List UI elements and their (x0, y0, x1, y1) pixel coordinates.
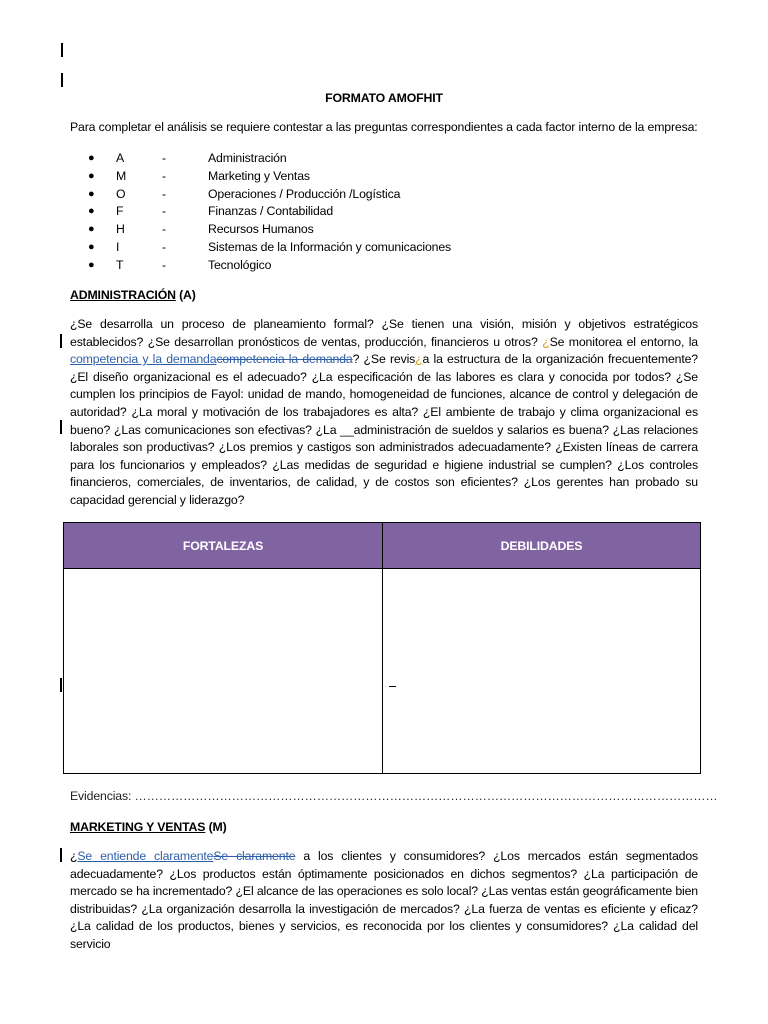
revision-bar (61, 43, 63, 57)
revision-bar (61, 73, 63, 87)
bullet-icon: ● (88, 187, 95, 200)
admin-paragraph: ¿Se desarrolla un proceso de planeamiento formal? ¿Se tienen una visión, misión y objetivos estratégicos establecidos? ¿Se desarrollan pronósticos de ventas, producción, financieros u otros? ¿Se monitorea el entorno, la competencia y la demandacompetencia la demanda? ¿Se revis¿a la estructura de la organización frecuentemente? ¿El diseño organizacional es el adecuado? ¿La especificación de las labores es clara y conocida por todos? ¿Se cumplen los principios de Fayol: unidad de mando, homogeneidad de funciones, alcance de control y delegación de autoridad? ¿La moral y motivación de los trabajadores es alta? ¿El ambiente de trabajo y clima organizacional es bueno? ¿Las comunicaciones son efectivas? ¿La __administración de sueldos y salarios es buena? ¿Las relaciones laborales son productivas? ¿Los premios y castigos son administrados adecuadamente? ¿Existen líneas de carrera para los funcionarios y empleados? ¿Las medidas de seguridad e higiene industrial se cumplen? ¿Los controles financieros, comerciales, de inventarios, de calidad, y de costos son eficientes? ¿Los gerentes han probado su capacidad gerencial y liderazgo? (70, 317, 698, 507)
bullet-icon: ● (88, 223, 95, 236)
list-item: ● H - Recursos Humanos (88, 221, 488, 239)
text-cursor[interactable] (389, 686, 396, 687)
bullet-icon: ● (88, 152, 95, 164)
table-divider (64, 568, 700, 569)
list-item: ● O - Operaciones / Producción /Logística (88, 186, 488, 204)
bullet-icon: ● (88, 205, 95, 218)
table-header-debilidades: DEBILIDADES (383, 523, 700, 568)
list-item: ● F - Finanzas / Contabilidad (88, 203, 488, 221)
bullet-icon: ● (88, 258, 95, 271)
bullet-icon: ● (88, 169, 95, 182)
revision-bar (60, 420, 62, 434)
tracked-deletion: Se claramente (213, 849, 296, 863)
tracked-insertion: Se entiende claramente (77, 849, 214, 863)
revision-bar (60, 334, 62, 348)
bullet-icon: ● (88, 240, 95, 253)
list-item: ● M - Marketing y Ventas (88, 168, 488, 186)
comment-marker[interactable]: ¿ (415, 352, 423, 367)
intro-text: Para completar el análisis se requiere contestar a las preguntas correspondientes a cada factor interno de la empresa: (70, 120, 698, 134)
tracked-deletion: competencia la demanda (216, 352, 353, 367)
factor-list (88, 150, 488, 275)
list-item: ● I - Sistemas de la Información y comunicaciones (88, 239, 488, 257)
revision-bar (60, 678, 62, 692)
marketing-paragraph: ¿Se entiende claramenteSe claramente a los clientes y consumidores? ¿Los mercados están segmentados adecuadamente? ¿Los productos están óptimamente posicionados en dichos segmentos? ¿La participación de mercado se ha incrementado? ¿El alcance de las operaciones es solo local? ¿Las ventas están geográficamente bien distribuidas? ¿La organización desarrolla la investigación de mercados? ¿La fuerza de ventas es eficiente y eficaz? ¿La calidad de los productos, bienes y servicios, es reconocida por los clientes y consumidores? ¿La calidad del servicio (70, 849, 699, 951)
table-header-fortalezas: FORTALEZAS (64, 523, 382, 568)
tracked-insertion: competencia y la demanda (70, 352, 217, 367)
table-divider (382, 523, 383, 773)
comment-marker[interactable]: ¿ (542, 334, 550, 349)
marketing-heading: MARKETING Y VENTAS (M) (70, 820, 227, 834)
admin-heading: ADMINISTRACIÓN (A) (70, 288, 196, 302)
document-title: FORMATO AMOFHIT (325, 91, 443, 105)
revision-bar (60, 848, 62, 862)
list-item: ● A - Administración (88, 150, 488, 168)
list-item: ● T - Tecnológico (88, 257, 488, 275)
swot-table (63, 522, 701, 774)
evidence-line[interactable]: Evidencias: ……………………………………………………………………………………………………………………………… (70, 789, 718, 803)
